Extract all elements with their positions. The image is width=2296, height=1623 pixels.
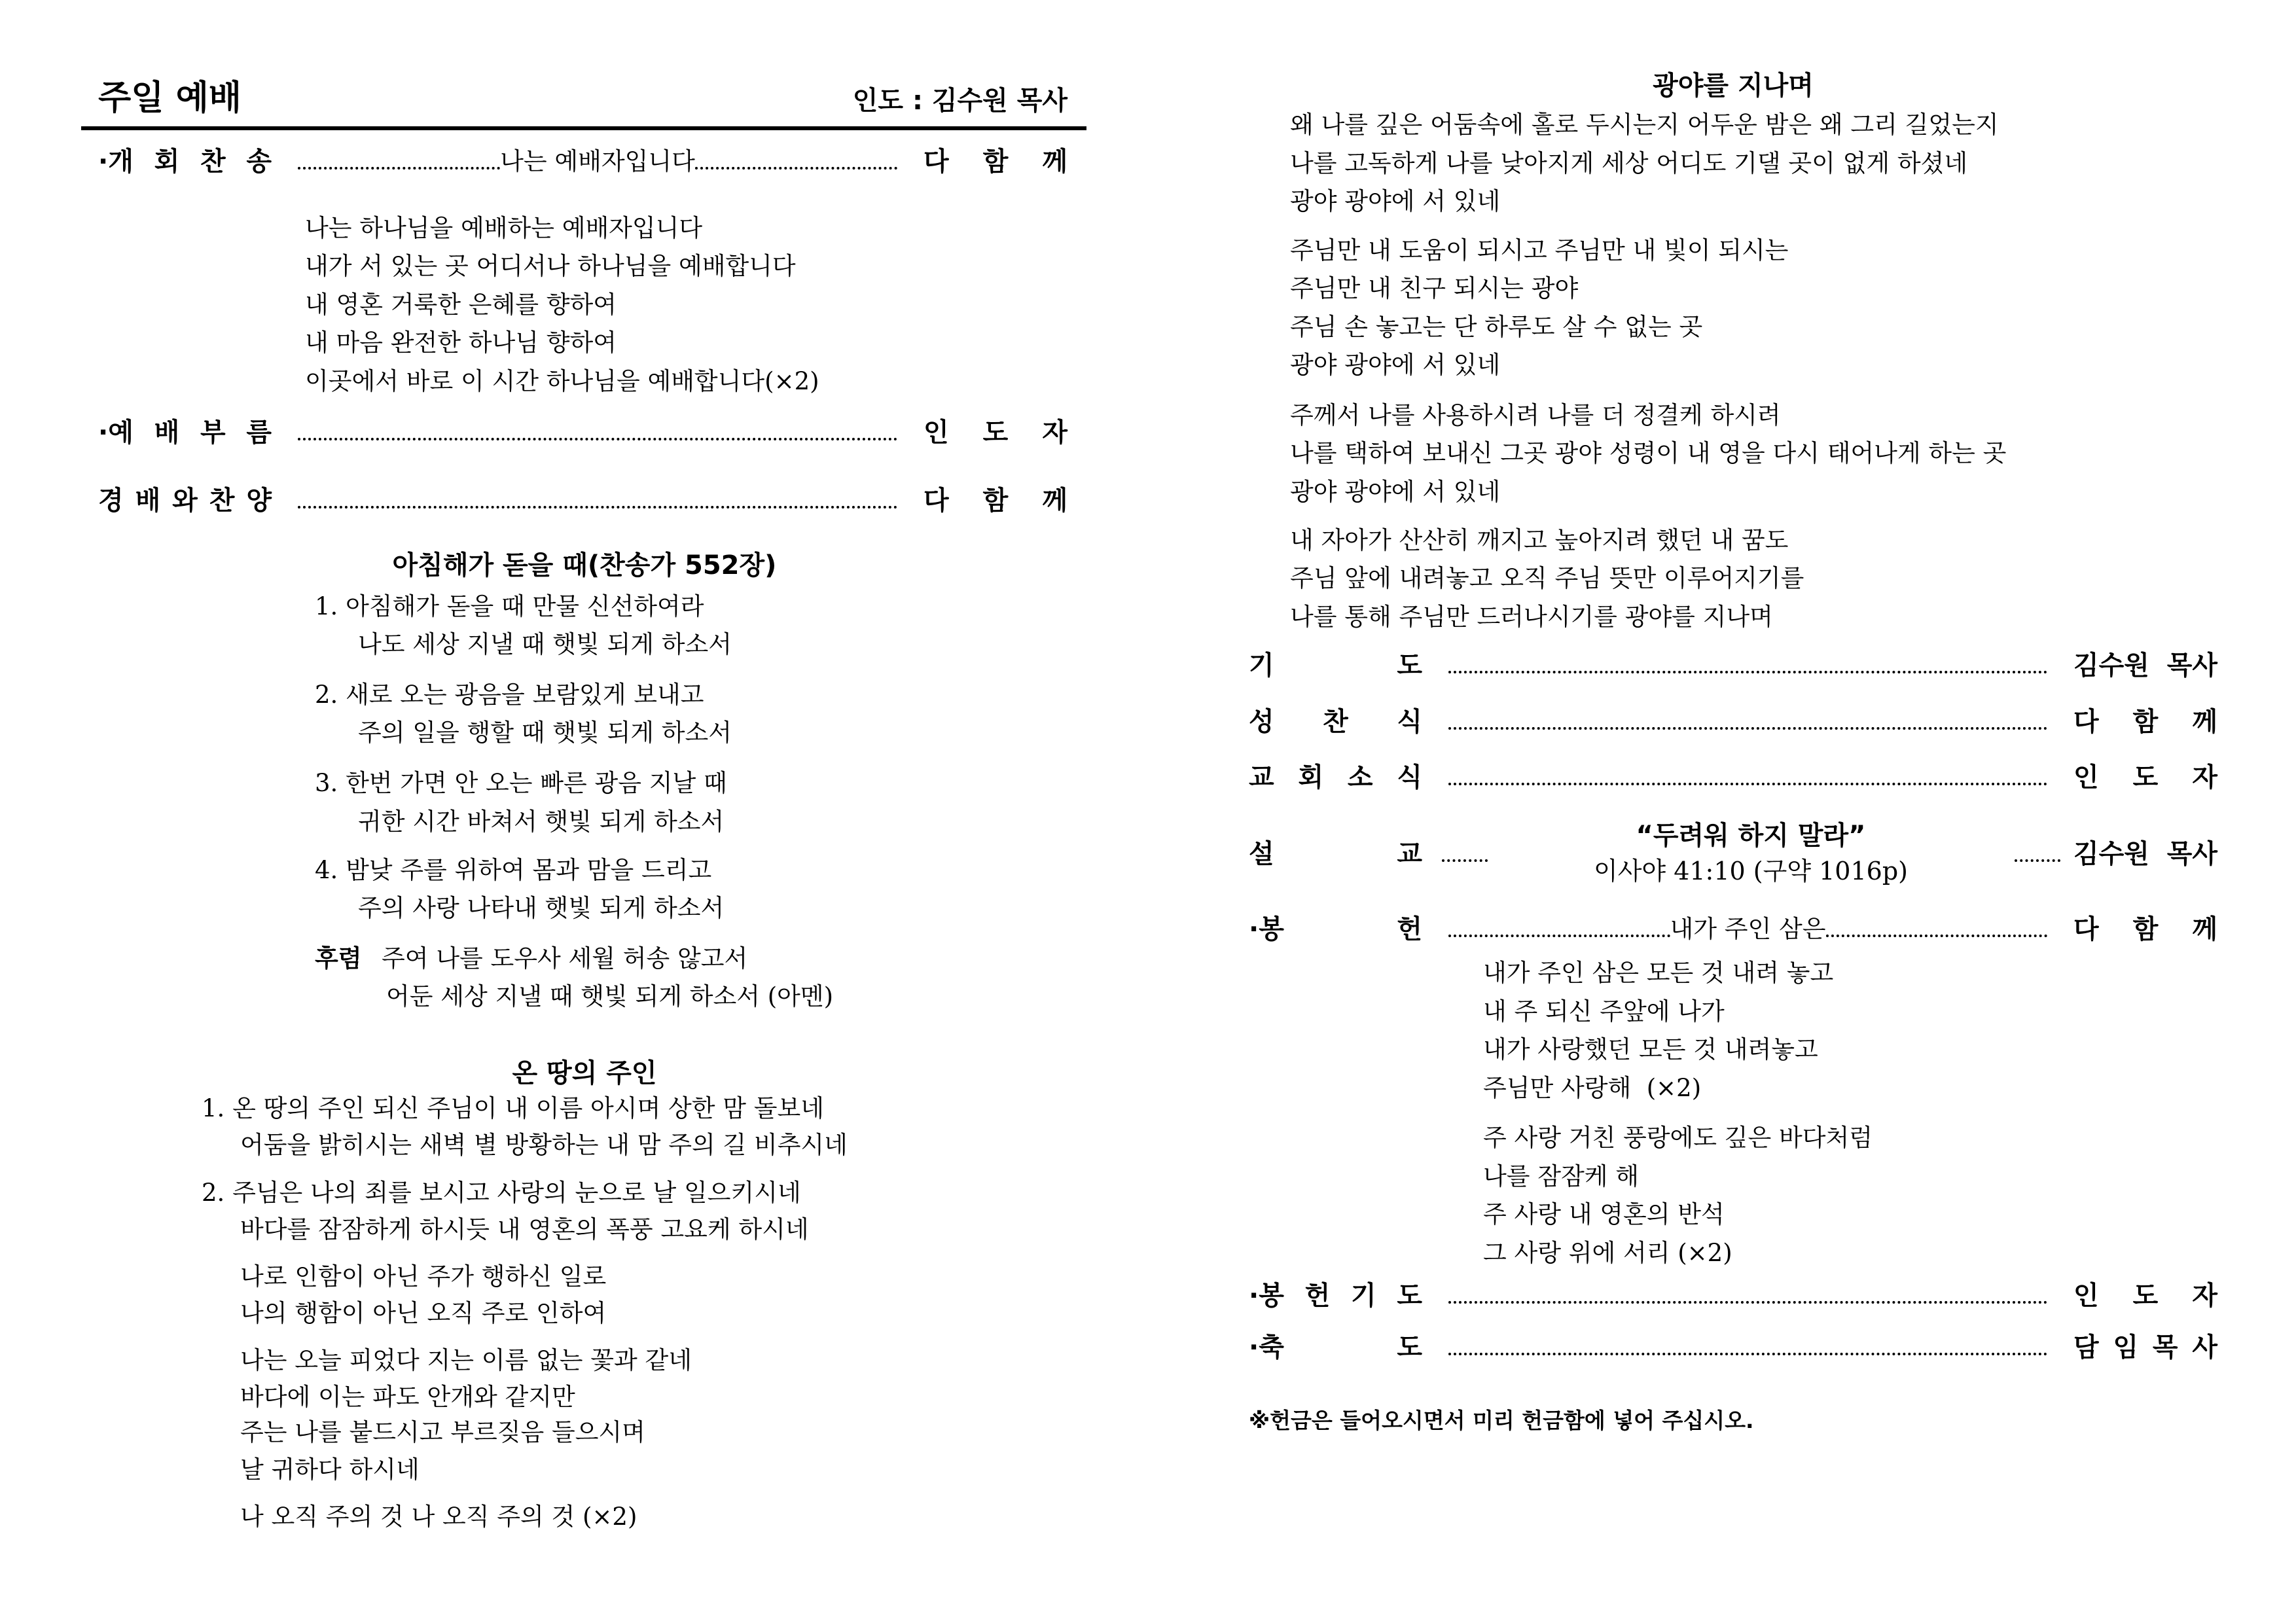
item-label: 교 회 소 식	[1249, 762, 1422, 793]
hymn-line: 1. 아침해가 돋을 때 만물 신선하여라	[315, 592, 704, 620]
lyric-line: 내 주 되신 주앞에 나가	[1483, 997, 1725, 1026]
sermon-info	[1492, 818, 2009, 889]
song-title: 내가 주인 삼은	[1670, 915, 1826, 943]
row-communion	[1249, 705, 2217, 739]
hymn-line: 나 오직 주의 것 나 오직 주의 것 (×2)	[240, 1503, 637, 1531]
lyric-line: 광야 광야에 서 있네	[1290, 478, 1501, 506]
lyric-line: 내가 서 있는 곳 어디서나 하나님을 예배합니다	[305, 252, 796, 280]
dot-leader	[298, 438, 897, 440]
lyric-line: 주님 손 놓고는 단 하루도 살 수 없는 곳	[1290, 313, 1703, 341]
row-prayer	[1249, 649, 2217, 683]
dot-leader	[2015, 859, 2060, 862]
page-title: 주일 예배	[98, 79, 242, 118]
row-offering	[1249, 912, 2217, 946]
hymn-line: 나로 인함이 아닌 주가 행하신 일로	[240, 1262, 607, 1291]
lyric-line: 이곳에서 바로 이 시간 하나님을 예배합니다(×2)	[305, 367, 819, 395]
hymn-line: 주의 일을 행할 때 햇빛 되게 하소서	[358, 719, 732, 747]
item-performer: 인 도 자	[2073, 762, 2217, 793]
hymn-line: 1. 온 땅의 주인 되신 주님이 내 이름 아시며 상한 맘 돌보네	[202, 1094, 824, 1122]
dot-leader	[1448, 783, 2047, 785]
lyric-line: 주님만 내 친구 되시는 광야	[1290, 274, 1579, 302]
song-title: 나는 예배자입니다	[500, 147, 695, 175]
row-benediction	[1249, 1330, 2217, 1364]
sermon-title: “두려워 하지 말라”	[1636, 821, 1866, 851]
chorus-label: 후렴	[315, 944, 362, 972]
item-label: 설 교	[1249, 839, 1422, 869]
header-divider	[81, 126, 1086, 130]
item-label: ·축 도	[1249, 1332, 1422, 1363]
lyric-line: 나를 잠잠케 해	[1483, 1162, 1639, 1190]
lyric-line: 내 자아가 산산히 깨지고 높아지려 했던 내 꿈도	[1290, 526, 1789, 554]
lyric-line: 내가 사랑했던 모든 것 내려놓고	[1483, 1035, 1818, 1063]
hymn-line: 주는 나를 붙드시고 부르짖음 들으시며	[240, 1418, 645, 1446]
dot-leader	[298, 506, 897, 508]
hymn-line: 3. 한번 가면 안 오는 빠른 광음 지날 때	[315, 769, 727, 797]
lyric-line: 나를 택하여 보내신 그곳 광야 성령이 내 영을 다시 태어나게 하는 곳	[1290, 439, 2007, 467]
hymn-line: 나는 오늘 피었다 지는 이름 없는 꽃과 같네	[240, 1346, 692, 1374]
item-performer: 김수원 목사	[2073, 839, 2217, 869]
hymn-line: 2. 주님은 나의 죄를 보시고 사랑의 눈으로 날 일으키시네	[202, 1179, 801, 1207]
lyric-line: 왜 나를 깊은 어둠속에 홀로 두시는지 어두운 밤은 왜 그리 길었는지	[1290, 111, 1999, 139]
dot-leader	[1448, 935, 1670, 937]
dot-leader	[298, 167, 500, 169]
dot-leader	[1448, 727, 2047, 730]
dot-leader	[1448, 1301, 2047, 1304]
dot-leader	[1826, 935, 2048, 937]
item-label: 성 찬 식	[1249, 707, 1422, 737]
hymn-line: 바다를 잠잠하게 하시듯 내 영혼의 폭풍 고요케 하시네	[240, 1215, 809, 1243]
chorus-line: 주여 나를 도우사 세월 허송 않고서	[382, 944, 748, 972]
hymn-line: 나의 행함이 아닌 오직 주로 인하여	[240, 1299, 607, 1327]
lyric-line: 내 영혼 거룩한 은혜를 향하여	[305, 291, 617, 319]
dot-leader	[1448, 1353, 2047, 1355]
hymn-line: 귀한 시간 바쳐서 햇빛 되게 하소서	[358, 808, 725, 836]
lyric-line: 나는 하나님을 예배하는 예배자입니다	[305, 214, 703, 242]
item-performer: 다 함 께	[924, 147, 1068, 177]
hymn-line: 날 귀하다 하시네	[240, 1455, 420, 1484]
item-performer: 담 임 목 사	[2073, 1332, 2217, 1363]
item-label: 기 도	[1249, 651, 1422, 681]
lyric-line: 주님 앞에 내려놓고 오직 주님 뜻만 이루어지기를	[1290, 564, 1804, 592]
offering-note: ※헌금은 들어오시면서 미리 헌금함에 넣어 주십시오.	[1249, 1408, 1754, 1433]
row-offering-prayer	[1249, 1279, 2217, 1313]
lyric-line: 주 사랑 거친 풍랑에도 깊은 바다처럼	[1483, 1124, 1873, 1152]
item-label: ·개 회 찬 송	[98, 147, 272, 177]
hymn-line: 2. 새로 오는 광음을 보람있게 보내고	[315, 681, 704, 709]
lyric-line: 주 사랑 내 영혼의 반석	[1483, 1200, 1725, 1228]
item-performer: 인 도 자	[2073, 1281, 2217, 1311]
item-label: ·봉 헌 기 도	[1249, 1281, 1422, 1311]
dot-leader	[1448, 671, 2047, 673]
lyric-line: 광야 광야에 서 있네	[1290, 187, 1501, 215]
item-performer: 다 함 께	[2073, 707, 2217, 737]
dot-leader	[695, 167, 897, 169]
song-title-wilderness: 광야를 지나며	[1653, 71, 1814, 101]
hymn-line: 어둠을 밝히시는 새벽 별 방황하는 내 맘 주의 길 비추시네	[240, 1131, 848, 1159]
lyric-line: 나를 고독하게 나를 낮아지게 세상 어디도 기댈 곳이 없게 하셨네	[1290, 149, 1968, 177]
lyric-line: 광야 광야에 서 있네	[1290, 351, 1501, 379]
hymn1-title: 아침해가 돋을 때(찬송가 552장)	[392, 550, 777, 580]
dot-leader	[1442, 859, 1488, 862]
lyric-line: 주님만 사랑해 (×2)	[1483, 1074, 1702, 1102]
row-opening-hymn	[98, 145, 1067, 179]
item-label: ·예 배 부 름	[98, 418, 272, 448]
hymn-line: 4. 밤낮 주를 위하여 몸과 맘을 드리고	[315, 856, 712, 884]
hymn-line: 바다에 이는 파도 안개와 같지만	[240, 1383, 575, 1411]
lyric-line: 주께서 나를 사용하시려 나를 더 정결케 하시려	[1290, 401, 1781, 429]
item-performer: 다 함 께	[2073, 914, 2218, 944]
item-label: 경 배 와 찬 양	[98, 486, 272, 516]
sermon-reference: 이사야 41:10 (구약 1016p)	[1594, 857, 1908, 885]
chorus-line: 어둔 세상 지낼 때 햇빛 되게 하소서 (아멘)	[386, 982, 834, 1010]
row-call-to-worship	[98, 416, 1067, 450]
hymn2-title: 온 땅의 주인	[512, 1058, 657, 1088]
hymn-line: 주의 사랑 나타내 햇빛 되게 하소서	[358, 894, 725, 922]
hymn-line: 나도 세상 지낼 때 햇빛 되게 하소서	[358, 630, 732, 658]
lyric-line: 주님만 내 도움이 되시고 주님만 내 빛이 되시는	[1290, 236, 1789, 264]
lyric-line: 내가 주인 삼은 모든 것 내려 놓고	[1483, 959, 1834, 987]
lyric-line: 내 마음 완전한 하나님 향하여	[305, 329, 617, 357]
item-performer: 김수원 목사	[2073, 651, 2217, 681]
row-church-news	[1249, 760, 2217, 794]
lyric-line: 나를 통해 주님만 드러나시기를 광야를 지나며	[1290, 603, 1773, 631]
row-praise	[98, 484, 1067, 518]
item-performer: 인 도 자	[924, 418, 1067, 448]
worship-leader: 인도 : 김수원 목사	[852, 86, 1067, 116]
item-label: ·봉 헌	[1249, 914, 1422, 944]
item-performer: 다 함 께	[924, 486, 1067, 516]
lyric-line: 그 사랑 위에 서리 (×2)	[1483, 1239, 1732, 1267]
